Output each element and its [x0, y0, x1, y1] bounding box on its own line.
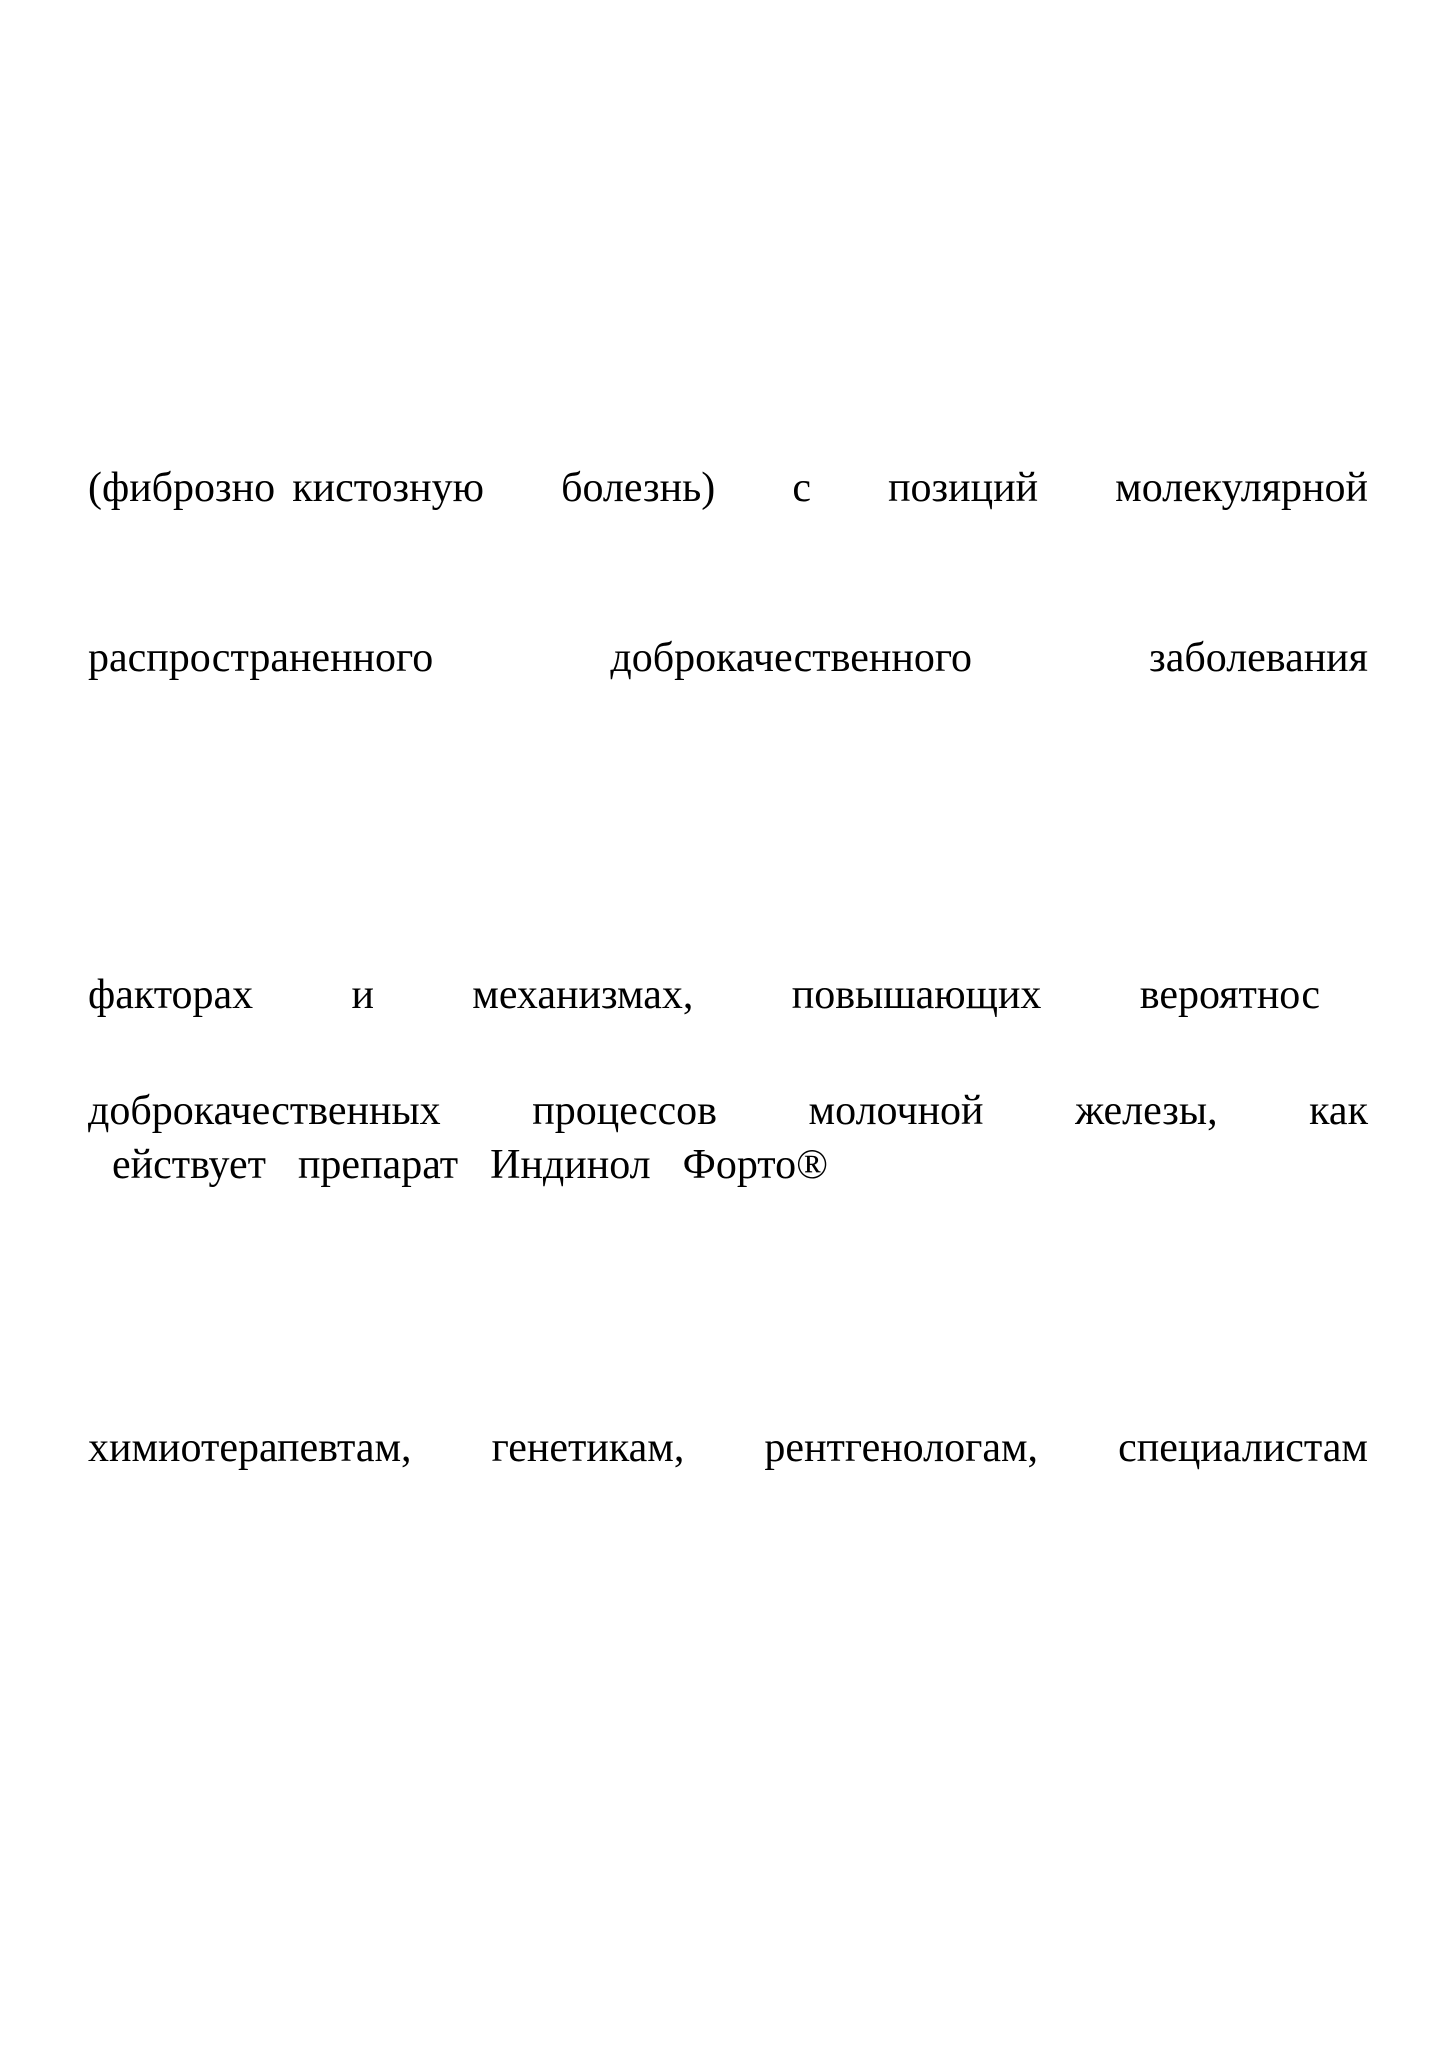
word: как — [1309, 1088, 1368, 1134]
word: механизмах, — [472, 972, 694, 1018]
word: позиций — [888, 465, 1039, 511]
word: кистозную — [292, 465, 484, 511]
text-line-4 — [88, 1083, 1368, 1139]
word: препарат — [297, 1142, 459, 1188]
word: молочной — [808, 1088, 984, 1134]
word: ействует — [112, 1142, 266, 1188]
word: доброкачественного — [610, 635, 972, 681]
text-line-6 — [88, 1420, 1368, 1476]
word: химиотерапевтам, — [88, 1425, 412, 1471]
word: с — [792, 465, 811, 511]
word: вероятнос — [1139, 972, 1320, 1018]
word: Индинол — [490, 1142, 651, 1188]
word: болезнь) — [561, 465, 716, 511]
word: железы, — [1075, 1088, 1218, 1134]
word: генетикам, — [491, 1425, 685, 1471]
word: факторах — [88, 972, 254, 1018]
word: специалистам — [1118, 1425, 1368, 1471]
word: распространенного — [88, 635, 434, 681]
word: доброкачественных — [88, 1088, 441, 1134]
text-line-3 — [88, 967, 1320, 1023]
word: заболевания — [1149, 635, 1368, 681]
word: и — [351, 972, 374, 1018]
text-line-2 — [88, 630, 1368, 686]
word: (фиброзно — [88, 465, 276, 511]
text-line-1 — [88, 460, 1368, 516]
word: повышающих — [791, 972, 1042, 1018]
word: рентгенологам, — [764, 1425, 1039, 1471]
word: процессов — [532, 1088, 717, 1134]
word: Форто® — [682, 1142, 828, 1188]
word: молекулярной — [1115, 465, 1368, 511]
text-line-5 — [112, 1137, 1392, 1193]
